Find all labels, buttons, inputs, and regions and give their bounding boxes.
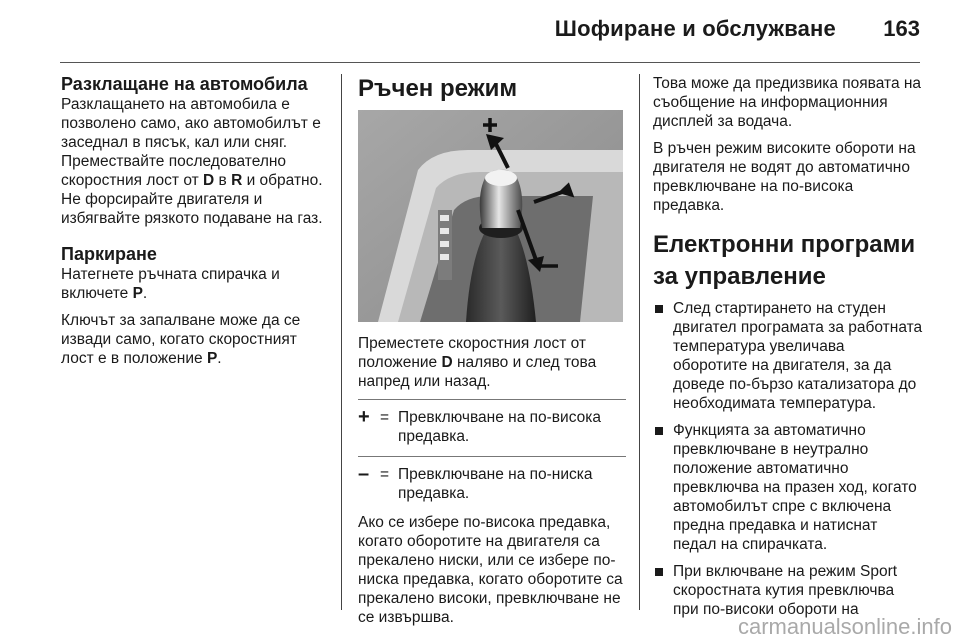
watermark: carmanualsonline.info [737, 614, 952, 639]
column-divider [639, 74, 640, 610]
bullet-list [653, 299, 923, 619]
text: и обратно. Не форсирайте двигателя и избягвайте рязкото подаване на газ. [61, 172, 323, 227]
page-number: 163 [883, 16, 920, 41]
list-item [653, 562, 923, 619]
gear-lever-photo [358, 110, 623, 322]
column-middle [358, 74, 626, 635]
section-title-manual: Ръчен режим [358, 75, 518, 102]
column-right [653, 74, 923, 627]
text: Натегнете ръчната спирачка и включете [61, 266, 280, 302]
header-rule [60, 62, 920, 63]
section-title-rocking: Разклащане на автомобила [61, 74, 308, 94]
definition-text: Превключване на по-висока предавка. [398, 409, 601, 445]
bullet-square-icon [655, 568, 663, 576]
gear-p: P [132, 285, 143, 302]
list-item-text: След стартирането на студен двигател програмата за работната температура увеличава оборотите на двигателя, за да доведе по-бързо катализатора до необходимата температура. [673, 300, 923, 412]
column-divider [341, 74, 342, 610]
paragraph-parking [61, 265, 329, 303]
paragraph-rocking [61, 95, 329, 228]
equals-sign: = [380, 409, 390, 426]
section-title-electronic-programs: Електронни програми за управление [653, 231, 916, 290]
paragraph-manual-intro [358, 334, 626, 391]
definition-text: Превключване на по-ниска предавка. [398, 466, 593, 502]
paragraph-high-rpm: В ръчен режим високите обороти на двигателя не водят до автоматично превключване на по-висока предавка. [653, 140, 916, 214]
equals-sign: = [380, 466, 390, 483]
text: наляво и след това напред или назад. [358, 354, 597, 390]
plus-icon: + [358, 406, 370, 428]
text: . [217, 350, 222, 367]
list-item-text: Функцията за автоматично превключване в неутрално положение автоматично превключва на празен ход, когато автомобилът спре с включена предна предавка и натиснат педал на спирачката. [673, 422, 917, 553]
minus-icon: – [358, 463, 370, 485]
definition-rule [358, 399, 626, 400]
section-title-parking: Паркиране [61, 244, 157, 264]
text: Ключът за запалване може да се извади само, когато скоростният лост е в положение [61, 312, 301, 367]
list-item [653, 421, 923, 554]
gear-r: R [231, 172, 243, 189]
definition-downshift [358, 459, 626, 503]
paragraph-info-display: Това може да предизвика появата на съобщение на информационния дисплей за водача. [653, 75, 922, 130]
list-item [653, 299, 923, 413]
text: Разклащането на автомобила е позволено само, ако автомобилът е заседнал в пясък, кал или сняг. Премествайте последователно скоростния лост от [61, 96, 321, 189]
gear-p: P [206, 350, 218, 367]
paragraph-key [61, 311, 329, 368]
gear-d: D [203, 172, 215, 189]
page-header [0, 0, 960, 60]
list-item-text: При включване на режим Sport скоростната кутия превключва при по-високи обороти на [673, 563, 898, 618]
column-left [61, 74, 329, 376]
header-title: Шофиране и обслужване [554, 16, 836, 41]
text: Преместете скоростния лост от положение [358, 335, 586, 371]
definition-rule [358, 456, 626, 457]
text: . [142, 285, 148, 302]
paragraph-manual-warning: Ако се избере по-висока предавка, когато оборотите на двигателя са прекалено ниски, или се избере по-ниска предавка, когато оборотите са прекалено високи, превключване не се извършва. [358, 514, 623, 626]
definition-upshift [358, 402, 626, 446]
bullet-square-icon [655, 305, 663, 313]
bullet-square-icon [655, 427, 663, 435]
gear-d: D [441, 354, 453, 371]
text: в [214, 172, 232, 189]
